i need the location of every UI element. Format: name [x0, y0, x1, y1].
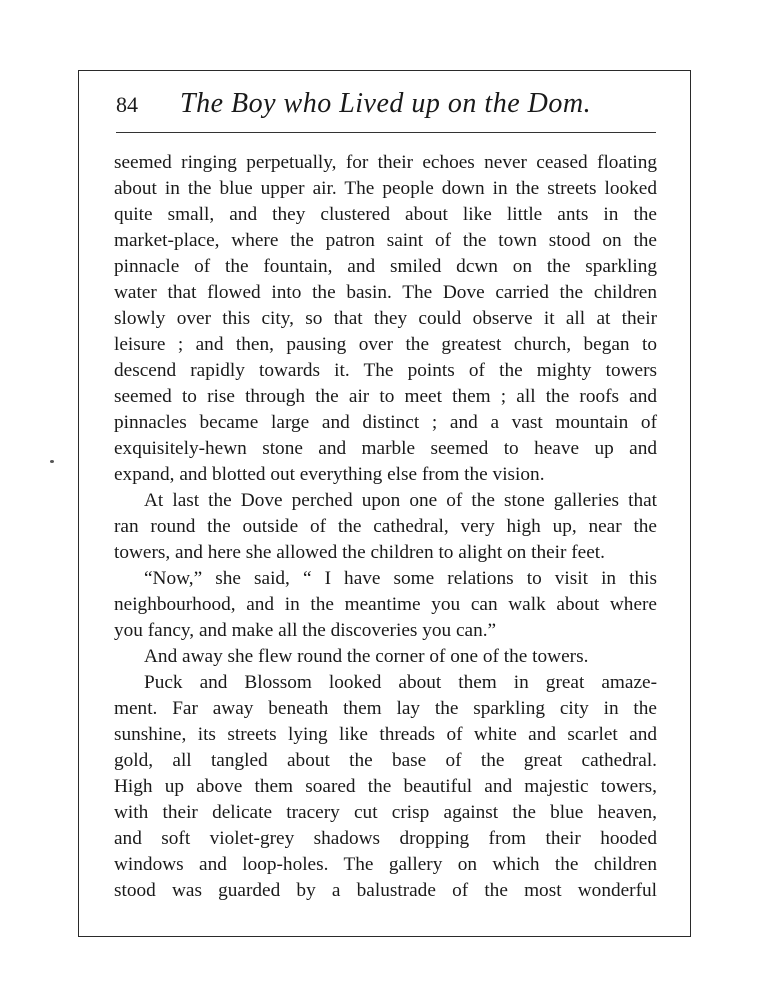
text-line: gold, all tangled about the base of the great cathedral.: [114, 750, 657, 771]
paragraph: [114, 566, 657, 644]
text-line: And away she flew round the corner of one of the towers.: [144, 646, 589, 667]
text-line: windows and loop-holes. The gallery on which the children: [114, 854, 657, 875]
text-line: quite small, and they clustered about like little ants in the: [114, 204, 657, 225]
page-header: [110, 90, 658, 126]
text-line: about in the blue upper air. The people down in the streets looked: [114, 178, 657, 199]
text-line: and soft violet-grey shadows dropping from their hooded: [114, 828, 657, 849]
text-line: At last the Dove perched upon one of the stone galleries that: [144, 490, 657, 511]
text-line: water that flowed into the basin. The Dove carried the children: [114, 282, 657, 303]
text-line: exquisitely-hewn stone and marble seemed to heave up and: [114, 438, 657, 459]
text-line: you fancy, and make all the discoveries you can.”: [114, 620, 497, 641]
text-line: expand, and blotted out everything else from the vision.: [114, 464, 545, 485]
text-line: slowly over this city, so that they could observe it all at their: [114, 308, 657, 329]
text-line: sunshine, its streets lying like threads of white and scarlet and: [114, 724, 657, 745]
page-number: 84: [116, 92, 138, 117]
text-line: descend rapidly towards it. The points of the mighty towers: [114, 360, 657, 381]
header-rule: [116, 132, 656, 133]
text-line: seemed to rise through the air to meet them ; all the roofs and: [114, 386, 657, 407]
text-line: neighbourhood, and in the meantime you can walk about where: [114, 594, 657, 615]
text-line: pinnacle of the fountain, and smiled dcwn on the sparkling: [114, 256, 657, 277]
text-line: stood was guarded by a balustrade of the most wonderful: [114, 880, 657, 901]
text-line: High up above them soared the beautiful and majestic towers,: [114, 776, 657, 797]
text-line: “Now,” she said, “ I have some relations to visit in this: [144, 568, 657, 589]
running-title: The Boy who Lived up on the Dom.: [180, 88, 592, 119]
scan-speck: [50, 460, 54, 463]
text-line: seemed ringing perpetually, for their echoes never ceased floating: [114, 152, 657, 173]
text-line: ment. Far away beneath them lay the sparkling city in the: [114, 698, 657, 719]
text-line: ran round the outside of the cathedral, very high up, near the: [114, 516, 657, 537]
paragraph: [114, 644, 657, 670]
body-text: [114, 150, 657, 904]
text-line: pinnacles became large and distinct ; and a vast mountain of: [114, 412, 657, 433]
text-line: leisure ; and then, pausing over the greatest church, began to: [114, 334, 657, 355]
text-line: with their delicate tracery cut crisp against the blue heaven,: [114, 802, 657, 823]
text-line: market-place, where the patron saint of the town stood on the: [114, 230, 657, 251]
text-line: Puck and Blossom looked about them in great amaze-: [144, 672, 657, 693]
paragraph: [114, 150, 657, 488]
text-line: towers, and here she allowed the children to alight on their feet.: [114, 542, 605, 563]
paragraph: [114, 488, 657, 566]
paragraph: [114, 670, 657, 904]
